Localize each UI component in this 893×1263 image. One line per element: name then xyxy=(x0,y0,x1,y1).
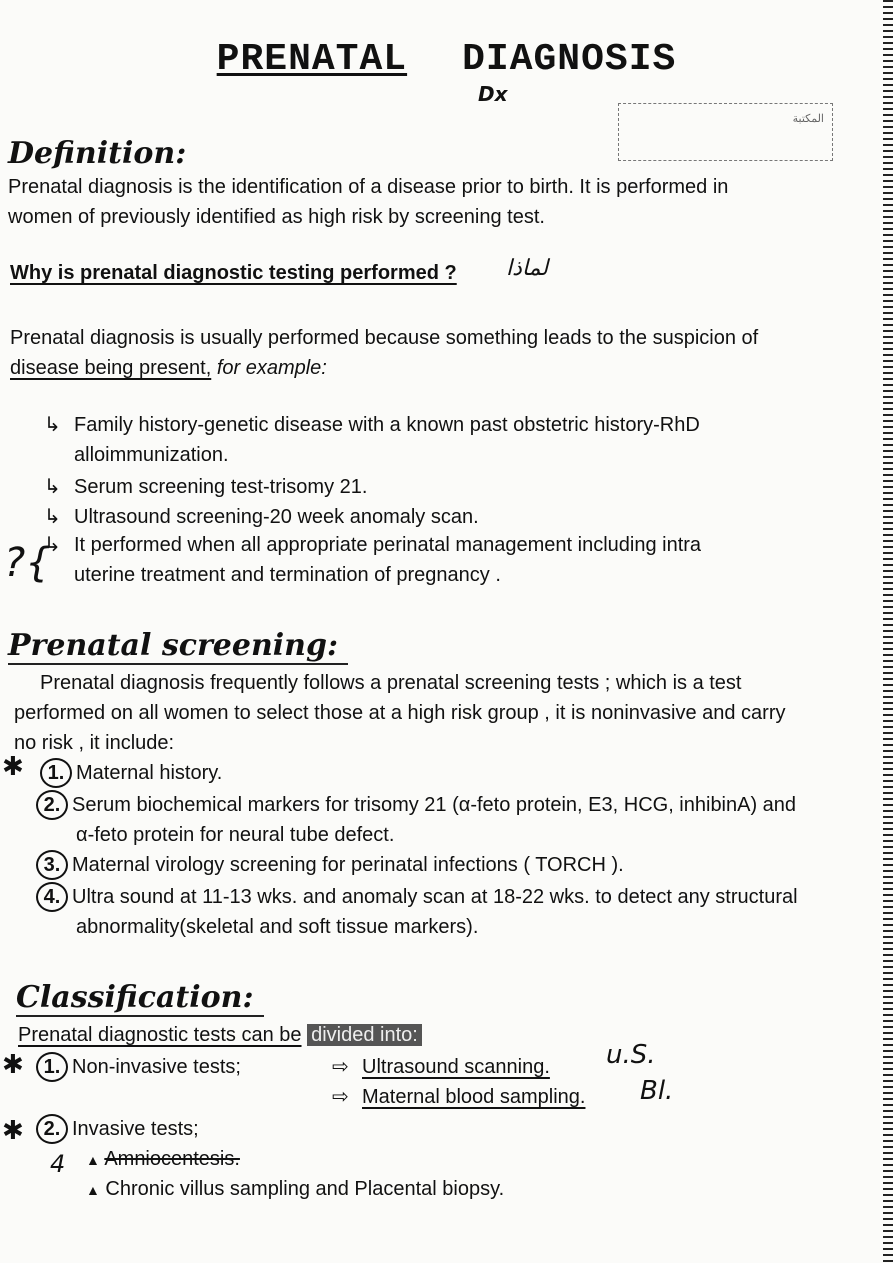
definition-line-2: women of previously identified as high risk by screening test. xyxy=(8,206,545,228)
arrow-up-icon: ▲ xyxy=(86,1152,100,1168)
bullet-item-1: ↳ Family history-genetic disease with a known past obstetric history-RhD alloimmunization. xyxy=(44,410,868,470)
bullet-item-2: ↳ Serum screening test-trisomy 21. xyxy=(44,472,868,502)
library-stamp: المكتبة xyxy=(618,103,833,161)
screening-item-2: 2. Serum biochemical markers for trisomy 21 (α-feto protein, E3, HCG, inhibinA) and α-feto protein for neural tube defect. xyxy=(36,790,870,850)
screening-heading: Prenatal screening: xyxy=(8,628,348,665)
screening-item-3: 3. Maternal virology screening for perinatal infections ( TORCH ). xyxy=(36,850,870,880)
screening-item-4: 4. Ultra sound at 11-13 wks. and anomaly scan at 18-22 wks. to detect any structural abnormality(skeletal and soft tissue markers). xyxy=(36,882,870,942)
annotation-bl: Bl. xyxy=(640,1076,674,1106)
hook-arrow-icon: ↳ xyxy=(44,414,61,436)
why-heading: Why is prenatal diagnostic testing performed ? xyxy=(10,262,457,284)
page-title xyxy=(0,38,893,81)
screening-line-1: Prenatal diagnosis frequently follows a prenatal screening tests ; which is a test xyxy=(40,672,742,694)
star-mark-icon: ✱ xyxy=(2,1116,24,1146)
hook-arrow-icon: ↳ xyxy=(44,506,61,528)
annotation-us: u.S. xyxy=(606,1040,656,1070)
right-arrow-icon: ⇨ xyxy=(332,1086,349,1108)
classification-item-1: 1. Non-invasive tests; xyxy=(36,1052,241,1082)
annotation-four: 4 xyxy=(50,1150,66,1178)
classification-heading: Classification: xyxy=(16,980,264,1017)
screening-item-1: 1. Maternal history. xyxy=(40,758,870,788)
bullet-item-3: ↳ Ultrasound screening-20 week anomaly scan. xyxy=(44,502,868,532)
star-mark-icon: ✱ xyxy=(2,1050,24,1080)
hook-arrow-icon: ↳ xyxy=(44,476,61,498)
title-annotation: Dx xyxy=(478,82,508,106)
screening-line-3: no risk , it include: xyxy=(14,732,175,754)
why-annotation: لماذا xyxy=(506,256,549,281)
star-mark-icon: ✱ xyxy=(2,752,24,782)
hook-arrow-icon: ↳ xyxy=(44,534,61,556)
classification-intro: Prenatal diagnostic tests can be divided into: xyxy=(18,1020,858,1050)
invasive-test-2: ▲ Chronic villus sampling and Placental biopsy. xyxy=(86,1178,505,1200)
title-word-diagnosis: DIAGNOSIS xyxy=(462,38,677,81)
invasive-test-1: ▲ Amniocentesis. xyxy=(86,1148,240,1170)
why-paragraph-line-2: disease being present, for example: xyxy=(10,357,327,379)
definition-heading: Definition: xyxy=(8,136,187,171)
why-paragraph-line-1: Prenatal diagnosis is usually performed because something leads to the suspicion of xyxy=(10,327,759,349)
classification-item-2: 2. Invasive tests; xyxy=(36,1114,199,1144)
page-edge-border xyxy=(883,0,893,1263)
arrow-up-icon: ▲ xyxy=(86,1182,100,1198)
title-word-prenatal: PRENATAL xyxy=(216,38,408,81)
noninvasive-test-2: ⇨ Maternal blood sampling. xyxy=(332,1082,585,1112)
bullet-item-4: ↳ It performed when all appropriate perinatal management including intra uterine treatment and termination of pregnancy . xyxy=(44,530,874,590)
definition-line-1: Prenatal diagnosis is the identification of a disease prior to birth. It is performed in xyxy=(8,176,729,198)
noninvasive-test-1: ⇨ Ultrasound scanning. xyxy=(332,1052,550,1082)
right-arrow-icon: ⇨ xyxy=(332,1056,349,1078)
question-mark-icon: ?{ xyxy=(4,540,51,586)
screening-line-2: performed on all women to select those at a high risk group , it is noninvasive and carry xyxy=(14,702,786,724)
